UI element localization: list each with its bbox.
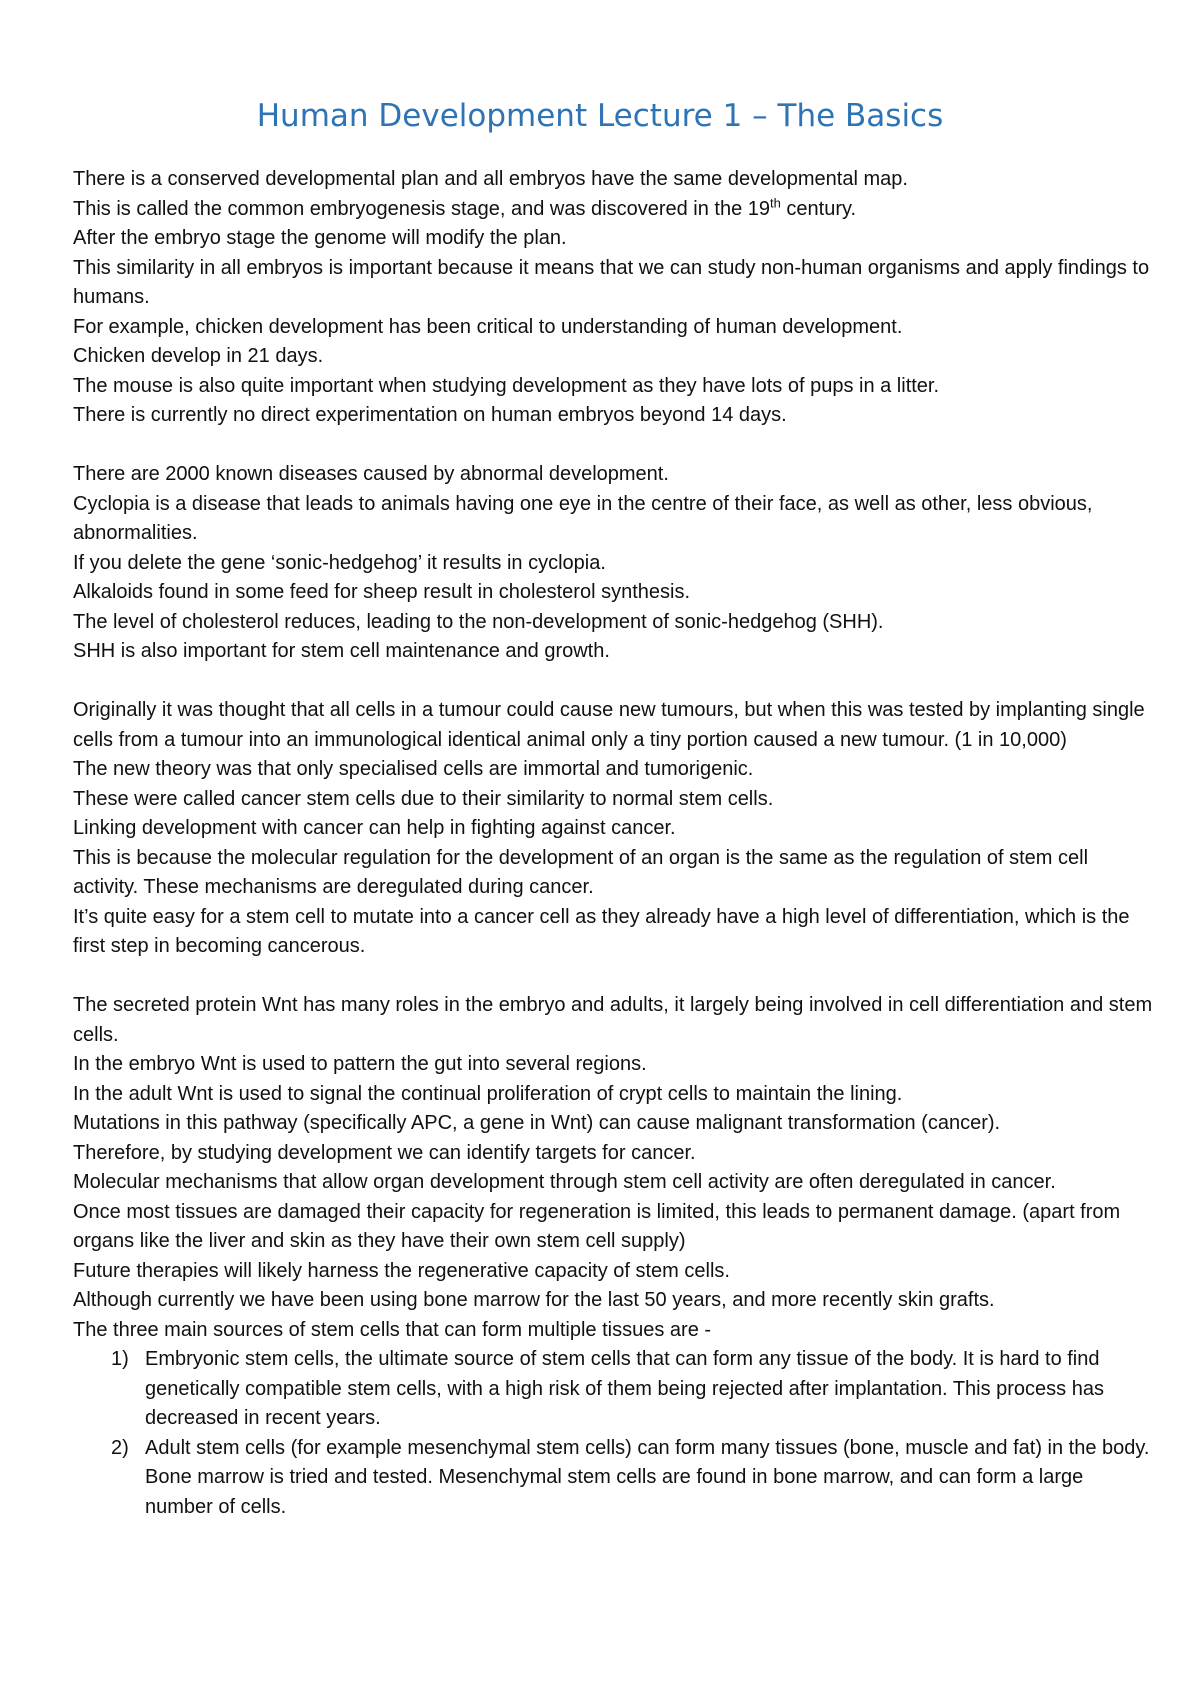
list-item-text: Adult stem cells (for example mesenchymal stem cells) can form many tissues (bone, muscle and fat) in the body. Bone marrow is tried and tested. Mesenchymal stem cells are found in bone marrow, and can form a large number of cells. xyxy=(145,1436,1150,1518)
text-line: Although currently we have been using bone marrow for the last 50 years, and more recently skin grafts. xyxy=(73,1289,995,1311)
text-line: The level of cholesterol reduces, leading to the non-development of sonic-hedgehog (SHH). xyxy=(73,610,884,633)
text-line: It’s quite easy for a stem cell to mutate into a cancer cell as they already have a high level of differentiation, which is the first step in becoming cancerous. xyxy=(73,905,1130,957)
superscript: th xyxy=(770,194,781,210)
paragraph-gap xyxy=(73,431,1153,461)
list-item xyxy=(73,1345,1153,1434)
text-line: If you delete the gene ‘sonic-hedgehog’ it results in cyclopia. xyxy=(73,551,606,574)
text-line: This similarity in all embryos is important because it means that we can study non-human organisms and apply findings to humans. xyxy=(73,256,1150,308)
list-number: 2) xyxy=(111,1436,129,1459)
text-line: There is a conserved developmental plan and all embryos have the same developmental map. xyxy=(73,168,908,190)
text-line: This is because the molecular regulation for the development of an organ is the same as the regulation of stem cell activity. These mechanisms are deregulated during cancer. xyxy=(73,846,1089,898)
document-body xyxy=(73,165,1153,1522)
list-item xyxy=(73,1434,1153,1523)
paragraph-tumours xyxy=(73,696,1153,962)
text-segment: This is called the common embryogenesis stage, and was discovered in the 19 xyxy=(73,197,771,220)
text-line: These were called cancer stem cells due to their similarity to normal stem cells. xyxy=(73,787,774,810)
text-line: In the embryo Wnt is used to pattern the gut into several regions. xyxy=(73,1053,647,1075)
text-line: Chicken develop in 21 days. xyxy=(73,345,324,367)
text-line: Cyclopia is a disease that leads to animals having one eye in the centre of their face, as well as other, less obvious, abnormalities. xyxy=(73,492,1093,544)
text-line: The secreted protein Wnt has many roles in the embryo and adults, it largely being involved in cell differentiation and stem cells. xyxy=(73,994,1153,1046)
paragraph-diseases xyxy=(73,460,1153,667)
text-line: Once most tissues are damaged their capacity for regeneration is limited, this leads to permanent damage. (apart from organs like the liver and skin as they have their own stem cell supply) xyxy=(73,1200,1121,1252)
text-line: Mutations in this pathway (specifically APC, a gene in Wnt) can cause malignant transformation (cancer). xyxy=(73,1112,1001,1134)
text-line: Molecular mechanisms that allow organ development through stem cell activity are often deregulated in cancer. xyxy=(73,1171,1056,1193)
text-line: There is currently no direct experimentation on human embryos beyond 14 days. xyxy=(73,404,787,426)
paragraph-gap xyxy=(73,962,1153,992)
text-line: The three main sources of stem cells that can form multiple tissues are - xyxy=(73,1318,712,1341)
text-line: Linking development with cancer can help in fighting against cancer. xyxy=(73,817,676,839)
paragraph-wnt xyxy=(73,991,1153,1522)
text-line: The mouse is also quite important when studying development as they have lots of pups in a litter. xyxy=(73,374,940,397)
text-line: Therefore, by studying development we can identify targets for cancer. xyxy=(73,1141,696,1164)
text-line: The new theory was that only specialised cells are immortal and tumorigenic. xyxy=(73,758,754,780)
text-line: There are 2000 known diseases caused by abnormal development. xyxy=(73,463,669,485)
stem-cell-sources-list xyxy=(73,1345,1153,1522)
paragraph-gap xyxy=(73,667,1153,697)
list-number: 1) xyxy=(111,1348,129,1370)
paragraph-embryogenesis xyxy=(73,165,1153,431)
text-line: After the embryo stage the genome will modify the plan. xyxy=(73,227,567,249)
text-line: Future therapies will likely harness the regenerative capacity of stem cells. xyxy=(73,1259,730,1282)
text-line xyxy=(73,195,1153,225)
text-segment: century. xyxy=(780,197,857,220)
text-line: In the adult Wnt is used to signal the continual proliferation of crypt cells to maintain the lining. xyxy=(73,1082,903,1105)
page-title: Human Development Lecture 1 – The Basics xyxy=(256,98,944,134)
list-item-text: Embryonic stem cells, the ultimate source of stem cells that can form any tissue of the body. It is hard to find genetically compatible stem cells, with a high risk of them being rejected after implantation. This process has decreased in recent years. xyxy=(145,1348,1104,1429)
text-line: For example, chicken development has been critical to understanding of human development. xyxy=(73,315,903,338)
text-line: Alkaloids found in some feed for sheep result in cholesterol synthesis. xyxy=(73,581,691,603)
text-line: Originally it was thought that all cells in a tumour could cause new tumours, but when this was tested by implanting single cells from a tumour into an immunological identical animal only a tiny portion caused a new tumour. (1 in 10,000) xyxy=(73,699,1145,751)
text-line: SHH is also important for stem cell maintenance and growth. xyxy=(73,640,610,662)
